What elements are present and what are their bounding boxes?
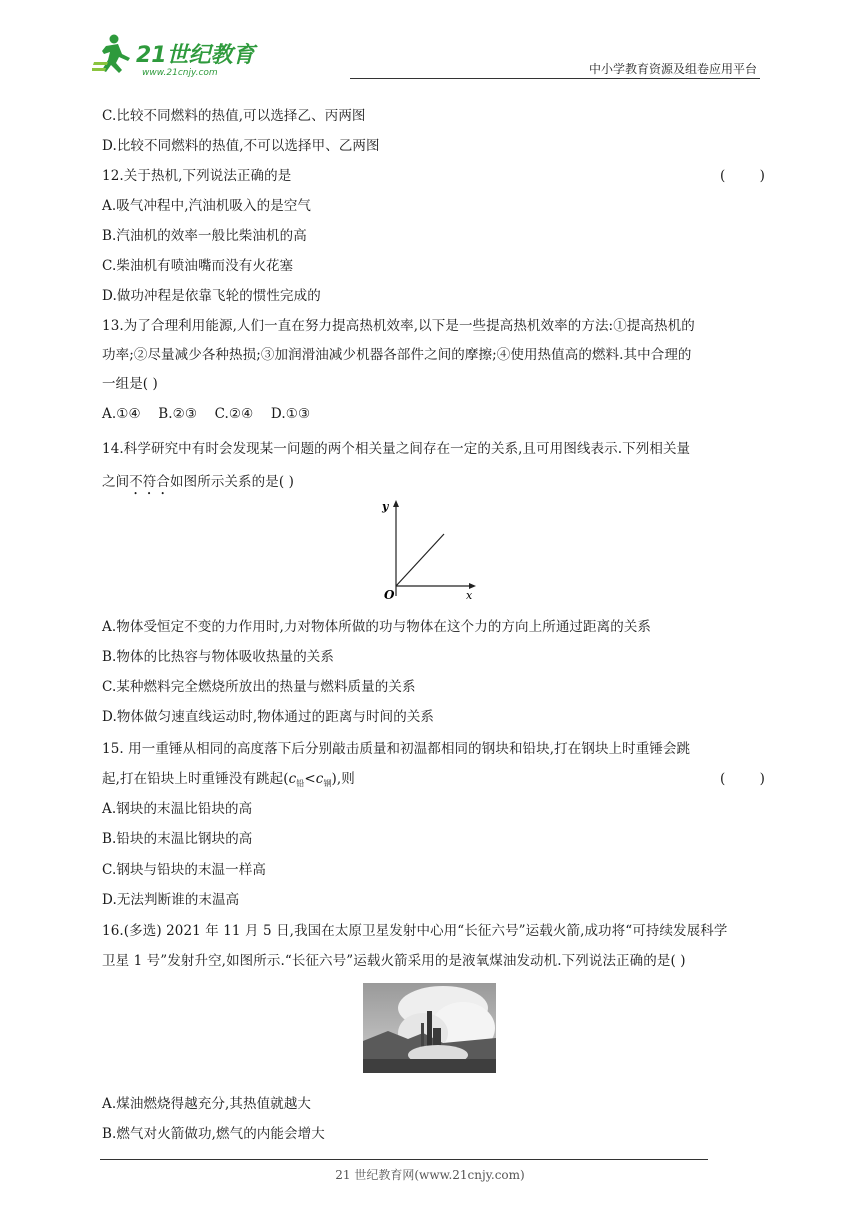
q15-stem-line2: 起,打在铅块上时重锤没有跳起$(c_铅<c_钢)$,则 bbox=[102, 771, 355, 788]
q12-answer-blank: ( ) bbox=[720, 168, 765, 184]
q15-option-d: D.无法判断谁的末温高 bbox=[102, 892, 240, 908]
q13-stem-line3: 一组是( ) bbox=[102, 376, 158, 392]
q15-option-b: B.铅块的末温比钢块的高 bbox=[102, 831, 253, 847]
q11-option-c: C.比较不同燃料的热值,可以选择乙、丙两图 bbox=[102, 108, 366, 124]
proportional-graph bbox=[376, 496, 480, 606]
q12-stem: 12.关于热机,下列说法正确的是 bbox=[102, 168, 292, 184]
q16-option-a: A.煤油燃烧得越充分,其热值就越大 bbox=[102, 1096, 312, 1112]
q13-stem-line2: 功率;②尽量减少各种热损;③加润滑油减少机器各部件之间的摩擦;④使用热值高的燃料.其中合理的 bbox=[102, 347, 692, 363]
q15-answer-blank: ( ) bbox=[720, 771, 765, 787]
q13-stem-line1: 13.为了合理利用能源,人们一直在努力提高热机效率,以下是一些提高热机效率的方法:①提高热机的 bbox=[102, 318, 695, 334]
q15-option-c: C.钢块与铅块的末温一样高 bbox=[102, 862, 266, 878]
q16-stem-line1: 16.(多选) 2021 年 11 月 5 日,我国在太原卫星发射中心用“长征六号”运载火箭,成功将“可持续发展科学 bbox=[102, 923, 728, 939]
q16-stem-line2: 卫星 1 号”发射升空,如图所示.“长征六号”运载火箭采用的是液氧煤油发动机.下列说法正确的是( ) bbox=[102, 953, 686, 969]
header-platform-text: 中小学教育资源及组卷应用平台 bbox=[588, 62, 757, 76]
logo-url: www.21cnjy.com bbox=[142, 68, 218, 78]
emphasis-not-conform: 不符合 bbox=[129, 474, 171, 490]
runner-icon bbox=[92, 35, 130, 74]
q14-option-a: A.物体受恒定不变的力作用时,力对物体所做的功与物体在这个力的方向上所通过距离的关系 bbox=[102, 619, 652, 635]
y-axis-label: y bbox=[382, 500, 389, 513]
rocket-launch-photo bbox=[363, 983, 496, 1073]
q14-stem-line2: 之间不符合如图所示关系的是( ) bbox=[102, 474, 294, 490]
logo-text: 21世纪教育 bbox=[136, 43, 255, 68]
q15-option-a: A.钢块的末温比铅块的高 bbox=[102, 801, 253, 817]
q14-option-d: D.物体做匀速直线运动时,物体通过的距离与时间的关系 bbox=[102, 709, 435, 725]
page-footer: 21 世纪教育网(www.21cnjy.com) bbox=[335, 1168, 525, 1182]
q11-option-d: D.比较不同燃料的热值,不可以选择甲、乙两图 bbox=[102, 138, 380, 154]
q14-option-c: C.某种燃料完全燃烧所放出的热量与燃料质量的关系 bbox=[102, 679, 416, 695]
header-divider bbox=[350, 78, 760, 79]
q14-stem-line1: 14.科学研究中有时会发现某一问题的两个相关量之间存在一定的关系,且可用图线表示.下列相关量 bbox=[102, 441, 691, 457]
q13-options: A.①④ B.②③ C.②④ D.①③ bbox=[102, 406, 311, 422]
q12-option-c: C.柴油机有喷油嘴而没有火花塞 bbox=[102, 258, 294, 274]
q12-option-b: B.汽油机的效率一般比柴油机的高 bbox=[102, 228, 307, 244]
graph-line bbox=[396, 534, 444, 586]
q12-option-d: D.做功冲程是依靠飞轮的惯性完成的 bbox=[102, 288, 321, 304]
q14-option-b: B.物体的比热容与物体吸收热量的关系 bbox=[102, 649, 335, 665]
origin-label: O bbox=[384, 588, 395, 602]
x-axis-label: x bbox=[466, 589, 473, 602]
q12-option-a: A.吸气冲程中,汽油机吸入的是空气 bbox=[102, 198, 312, 214]
y-axis-arrow bbox=[393, 500, 399, 507]
footer-divider bbox=[100, 1159, 708, 1160]
q16-option-b: B.燃气对火箭做功,燃气的内能会增大 bbox=[102, 1126, 325, 1142]
site-logo bbox=[92, 32, 262, 78]
page-header bbox=[0, 0, 860, 90]
q15-stem-line1: 15. 用一重锤从相同的高度落下后分别敲击质量和初温都相同的钢块和铅块,打在钢块上时重锤会跳 bbox=[102, 741, 691, 757]
